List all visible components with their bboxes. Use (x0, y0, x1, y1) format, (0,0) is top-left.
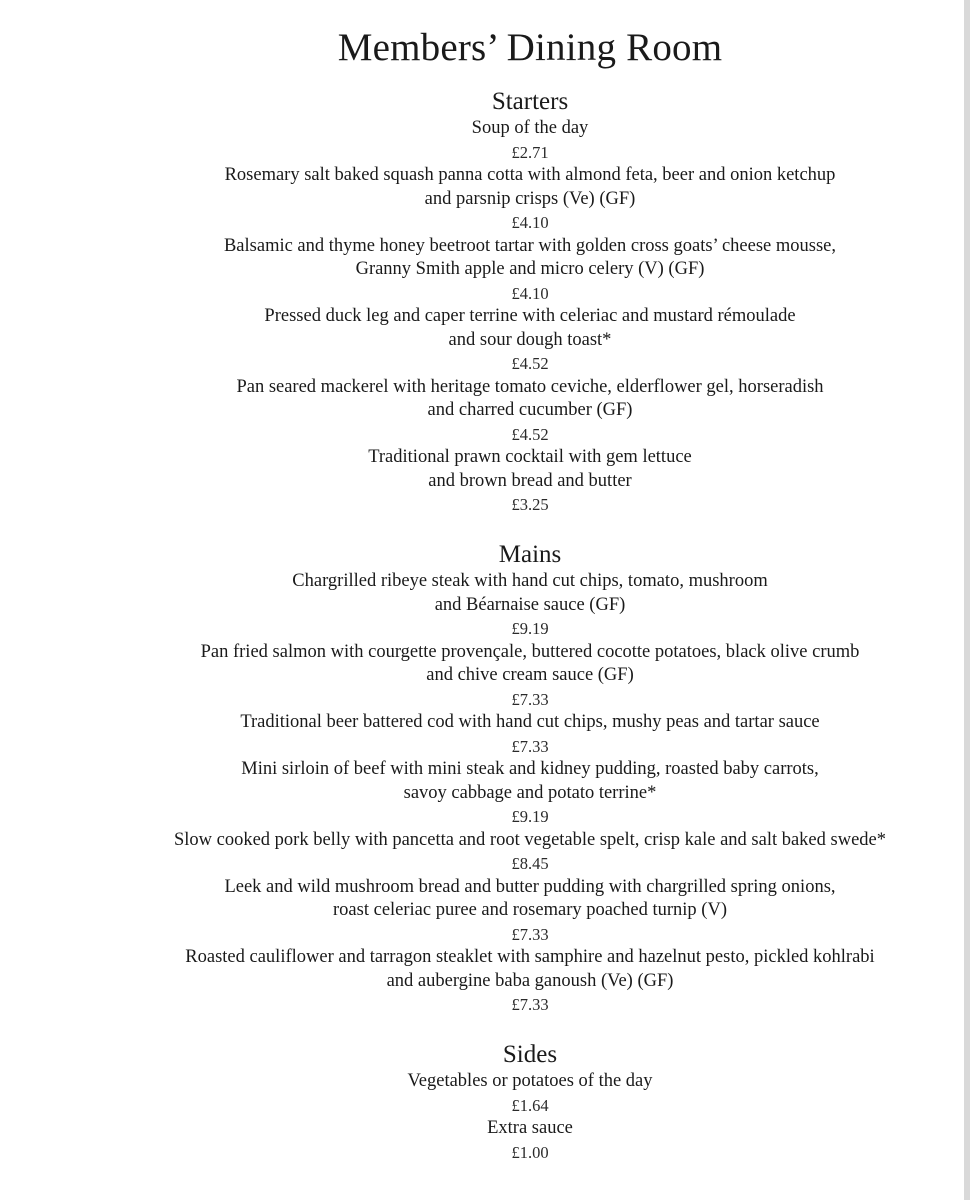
dish-line: Extra sauce (487, 1118, 573, 1138)
dish-price: £4.10 (511, 213, 549, 232)
dish-price: £1.64 (511, 1095, 549, 1115)
dish-line: and charred cucumber (GF) (427, 400, 633, 420)
dish-line: Granny Smith apple and micro celery (V) (GF) (355, 259, 705, 279)
section-heading: Starters (491, 88, 569, 115)
dish-price: £4.10 (511, 283, 549, 303)
dish-line: Chargrilled ribeye steak with hand cut chips, tomato, mushroom (292, 571, 768, 591)
section-heading: Mains (498, 541, 562, 568)
dish-line: Rosemary salt baked squash panna cotta with almond feta, beer and onion ketchup (224, 165, 836, 185)
section-mains (0, 540, 970, 1017)
dish-line: Traditional beer battered cod with hand cut chips, mushy peas and tartar sauce (240, 712, 820, 732)
dish-line: and parsnip crisps (Ve) (GF) (424, 188, 636, 209)
dish-price: £8.45 (511, 854, 549, 873)
dish-line: and chive cream sauce (GF) (426, 665, 634, 685)
dish-price: £3.25 (511, 495, 549, 514)
dish-price: £7.33 (511, 736, 549, 756)
dish-line: Pan fried salmon with courgette provençale, buttered cocotte potatoes, black olive crumb (200, 641, 860, 662)
dish-line: and aubergine baba ganoush (Ve) (GF) (386, 970, 674, 991)
page-title: Members’ Dining Room (337, 26, 723, 69)
dish-line: Leek and wild mushroom bread and butter pudding with chargrilled spring onions, (224, 876, 836, 897)
dish-line: and sour dough toast* (448, 329, 612, 350)
dish-price: £7.33 (511, 689, 549, 709)
dish-line: Pressed duck leg and caper terrine with celeriac and mustard rémoulade (264, 306, 796, 326)
dish-line: roast celeriac puree and rosemary poached turnip (V) (333, 900, 727, 920)
dish-line: and brown bread and butter (428, 470, 632, 491)
dish-price: £1.00 (511, 1142, 549, 1162)
dish-price: £7.33 (511, 995, 549, 1014)
dish-line: savoy cabbage and potato terrine* (403, 782, 657, 803)
dish-line: Balsamic and thyme honey beetroot tartar with golden cross goats’ cheese mousse, (223, 235, 837, 256)
dish-line: Pan seared mackerel with heritage tomato ceviche, elderflower gel, horseradish (236, 376, 824, 397)
section-starters (0, 87, 970, 517)
dish-line: and Béarnaise sauce (GF) (434, 594, 626, 615)
dish-line: Slow cooked pork belly with pancetta and root vegetable spelt, crisp kale and salt baked swede* (173, 829, 887, 850)
section-sides (0, 1040, 970, 1164)
dish-price: £4.52 (511, 424, 549, 444)
dish-price: £9.19 (511, 807, 549, 826)
dish-line: Traditional prawn cocktail with gem lettuce (368, 447, 692, 467)
dish-line: Roasted cauliflower and tarragon steaklet with samphire and hazelnut pesto, pickled kohlrabi (185, 947, 875, 967)
dish-price: £4.52 (511, 354, 549, 373)
section-heading: Sides (502, 1041, 558, 1068)
dish-price: £7.33 (511, 924, 549, 944)
dish-line: Mini sirloin of beef with mini steak and kidney pudding, roasted baby carrots, (241, 759, 819, 779)
dish-price: £2.71 (511, 142, 549, 162)
dish-line: Vegetables or potatoes of the day (407, 1071, 653, 1091)
dish-line: Soup of the day (471, 118, 589, 138)
dish-price: £9.19 (511, 619, 549, 638)
